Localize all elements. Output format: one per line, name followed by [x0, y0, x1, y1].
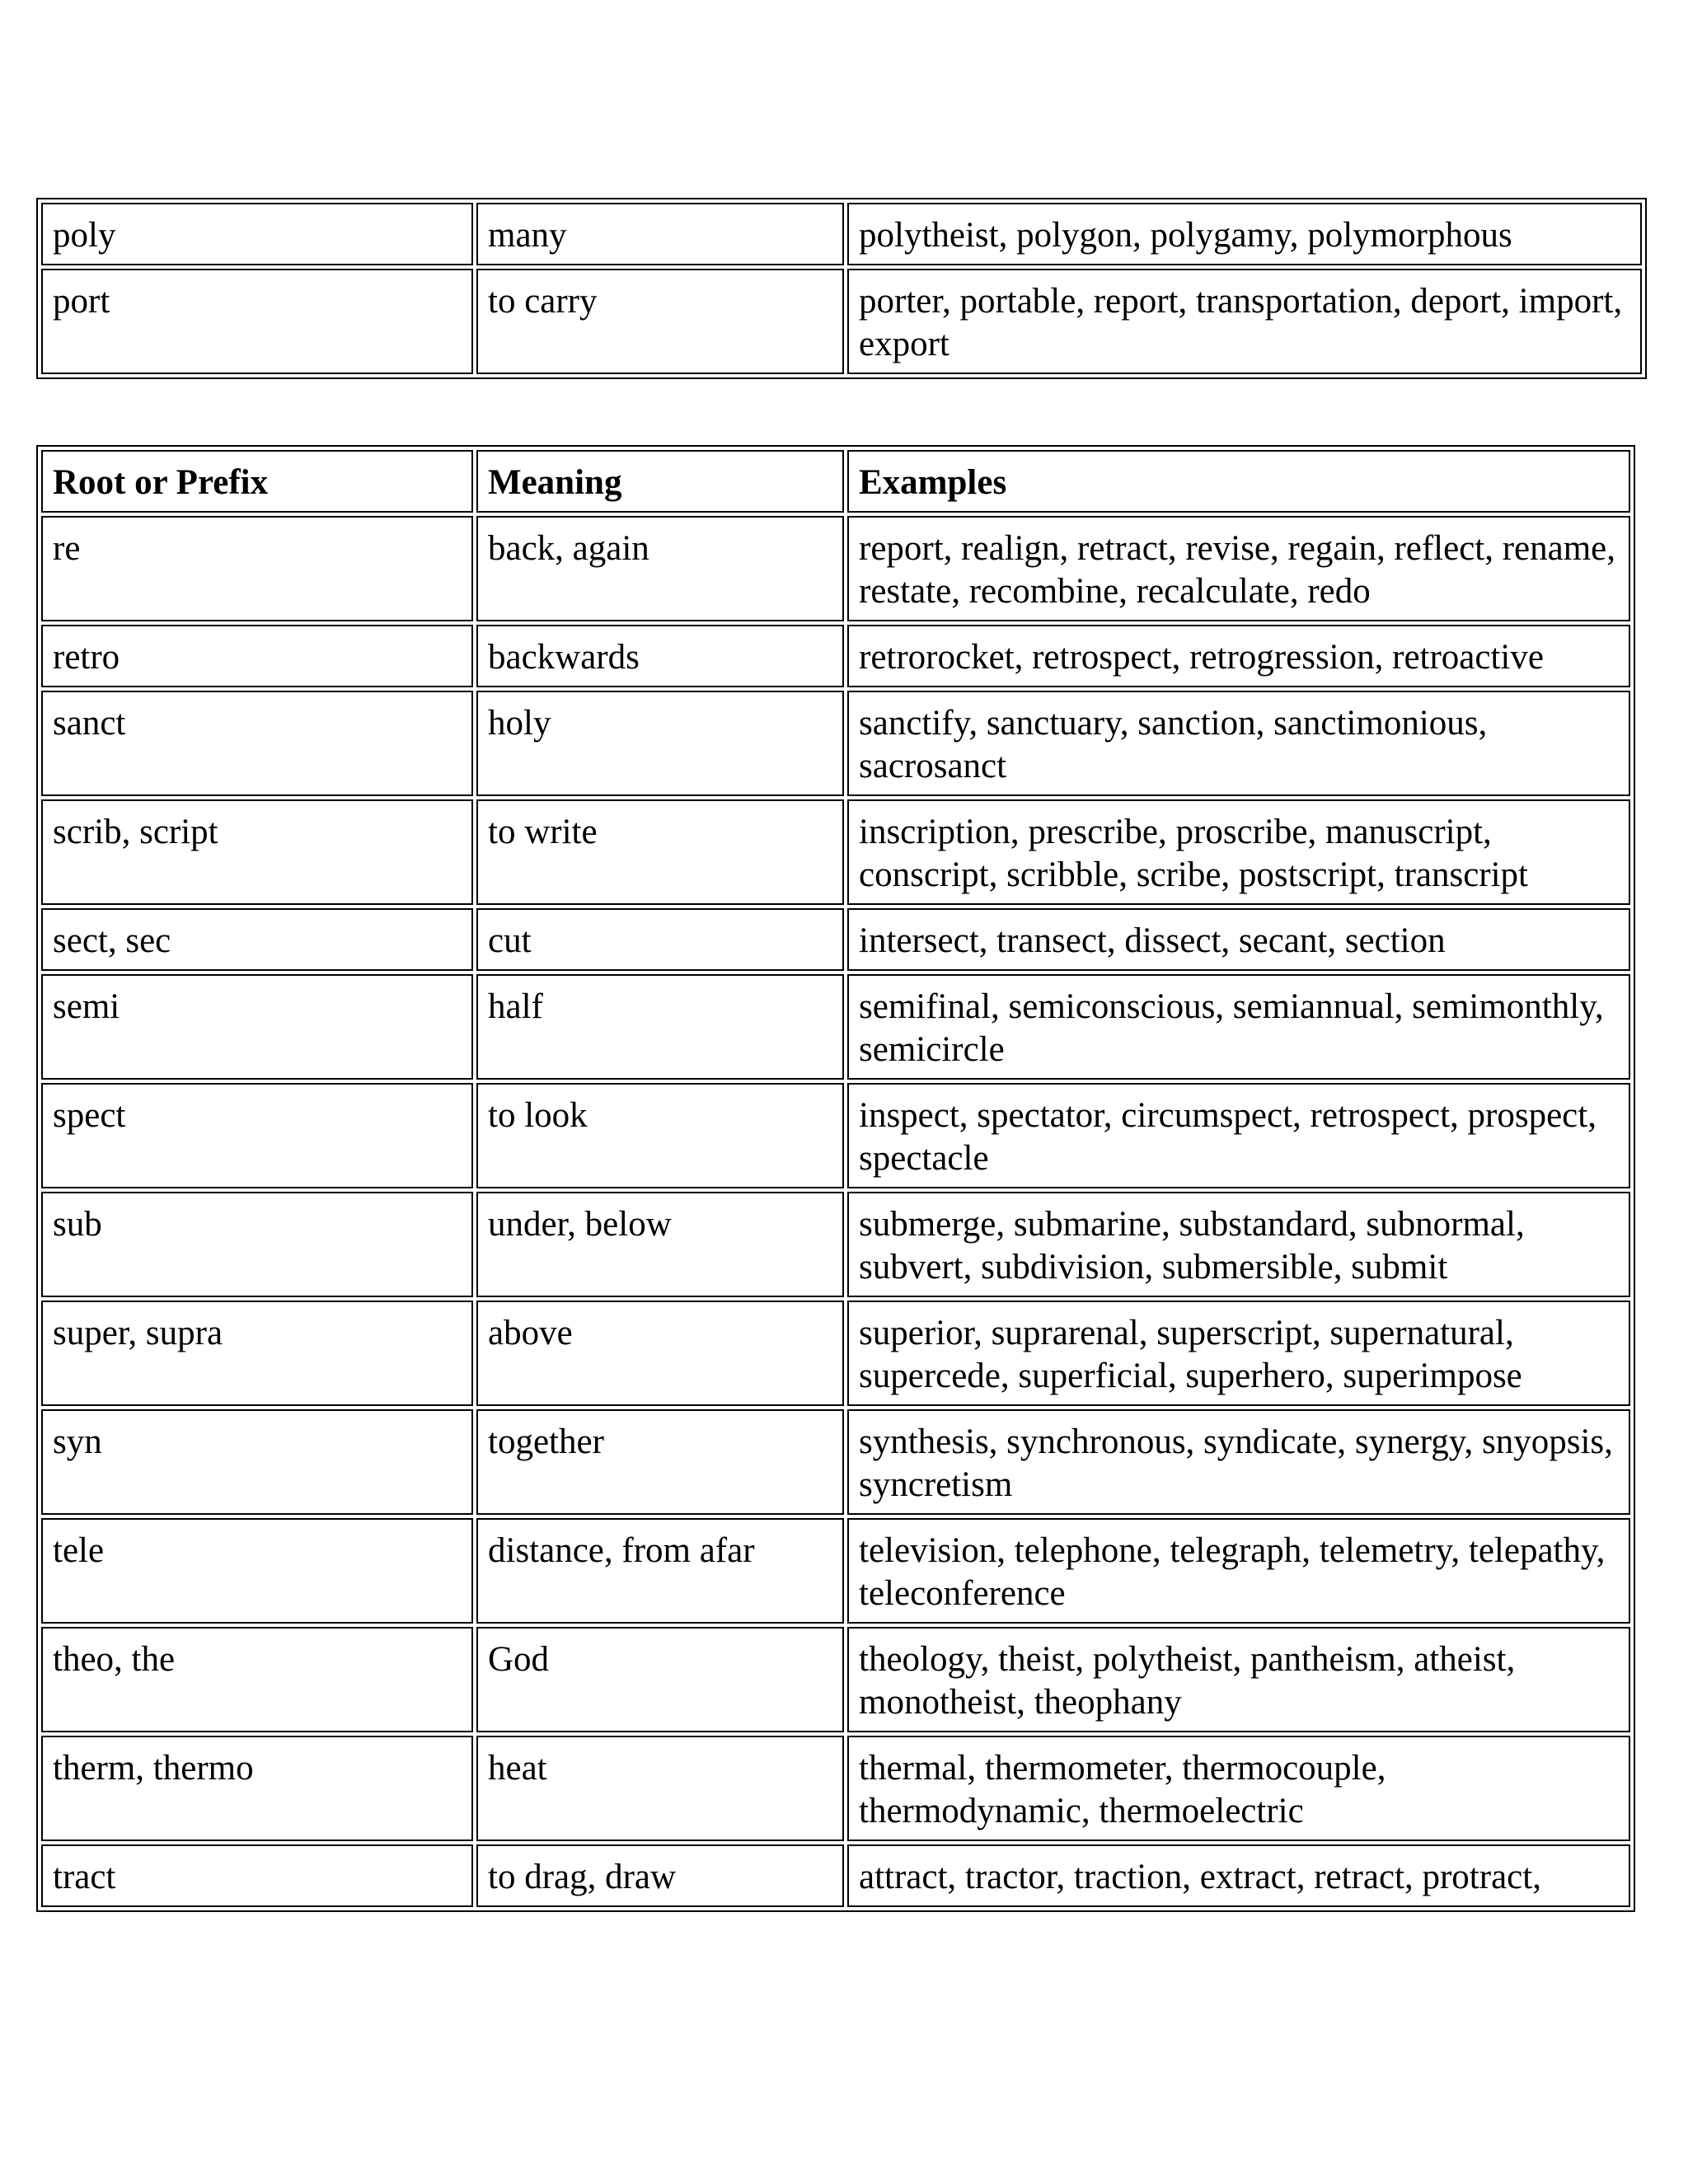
meaning-cell: God — [476, 1627, 844, 1732]
root-cell: scrib, script — [41, 799, 473, 905]
examples-cell: synthesis, synchronous, syndicate, synergy, snyopsis, syncretism — [847, 1409, 1630, 1515]
meaning-cell: distance, from afar — [476, 1518, 844, 1624]
root-cell: sect, sec — [41, 908, 473, 971]
table-row — [41, 1627, 1630, 1732]
meaning-cell: half — [476, 974, 844, 1080]
table-row — [41, 799, 1630, 905]
root-cell: syn — [41, 1409, 473, 1515]
header-examples: Examples — [847, 450, 1630, 513]
meaning-cell: backwards — [476, 625, 844, 687]
meaning-cell: under, below — [476, 1192, 844, 1297]
root-cell: port — [41, 269, 473, 374]
examples-cell: superior, suprarenal, superscript, supernatural, supercede, superficial, superhero, superimpose — [847, 1301, 1630, 1406]
examples-cell: retrorocket, retrospect, retrogression, retroactive — [847, 625, 1630, 687]
root-cell: semi — [41, 974, 473, 1080]
table-row — [41, 1409, 1630, 1515]
table-row — [41, 691, 1630, 796]
examples-cell: sanctify, sanctuary, sanction, sanctimonious, sacrosanct — [847, 691, 1630, 796]
meaning-cell: heat — [476, 1736, 844, 1841]
table-row — [41, 269, 1642, 374]
examples-cell: television, telephone, telegraph, telemetry, telepathy, teleconference — [847, 1518, 1630, 1624]
table-row — [41, 1736, 1630, 1841]
root-cell: tele — [41, 1518, 473, 1624]
root-cell: tract — [41, 1844, 473, 1907]
table-row — [41, 974, 1630, 1080]
root-cell: retro — [41, 625, 473, 687]
table-row — [41, 203, 1642, 265]
table-header-row — [41, 450, 1630, 513]
meaning-cell: to write — [476, 799, 844, 905]
meaning-cell: to look — [476, 1083, 844, 1188]
examples-cell: inscription, prescribe, proscribe, manuscript, conscript, scribble, scribe, postscript, transcript — [847, 799, 1630, 905]
roots-prefixes-table — [36, 445, 1635, 1912]
examples-cell: inspect, spectator, circumspect, retrospect, prospect, spectacle — [847, 1083, 1630, 1188]
table-row — [41, 1518, 1630, 1624]
root-cell: super, supra — [41, 1301, 473, 1406]
table-row — [41, 1192, 1630, 1297]
root-cell: spect — [41, 1083, 473, 1188]
table-row — [41, 1844, 1630, 1907]
root-cell: therm, thermo — [41, 1736, 473, 1841]
examples-cell: theology, theist, polytheist, pantheism, atheist, monotheist, theophany — [847, 1627, 1630, 1732]
meaning-cell: cut — [476, 908, 844, 971]
examples-cell: semifinal, semiconscious, semiannual, semimonthly, semicircle — [847, 974, 1630, 1080]
root-cell: sanct — [41, 691, 473, 796]
examples-cell: report, realign, retract, revise, regain, reflect, rename, restate, recombine, recalculate, redo — [847, 516, 1630, 621]
examples-cell: porter, portable, report, transportation, deport, import, export — [847, 269, 1642, 374]
continued-roots-table — [36, 198, 1647, 379]
root-cell: poly — [41, 203, 473, 265]
examples-cell: polytheist, polygon, polygamy, polymorphous — [847, 203, 1642, 265]
root-cell: re — [41, 516, 473, 621]
examples-cell: attract, tractor, traction, extract, retract, protract, — [847, 1844, 1630, 1907]
header-root-or-prefix: Root or Prefix — [41, 450, 473, 513]
meaning-cell: holy — [476, 691, 844, 796]
meaning-cell: to drag, draw — [476, 1844, 844, 1907]
meaning-cell: together — [476, 1409, 844, 1515]
meaning-cell: back, again — [476, 516, 844, 621]
meaning-cell: above — [476, 1301, 844, 1406]
root-cell: sub — [41, 1192, 473, 1297]
table-row — [41, 625, 1630, 687]
table-row — [41, 516, 1630, 621]
examples-cell: intersect, transect, dissect, secant, section — [847, 908, 1630, 971]
table-row — [41, 1083, 1630, 1188]
examples-cell: thermal, thermometer, thermocouple, thermodynamic, thermoelectric — [847, 1736, 1630, 1841]
table-row — [41, 908, 1630, 971]
table-row — [41, 1301, 1630, 1406]
header-meaning: Meaning — [476, 450, 844, 513]
meaning-cell: to carry — [476, 269, 844, 374]
meaning-cell: many — [476, 203, 844, 265]
examples-cell: submerge, submarine, substandard, subnormal, subvert, subdivision, submersible, submit — [847, 1192, 1630, 1297]
root-cell: theo, the — [41, 1627, 473, 1732]
